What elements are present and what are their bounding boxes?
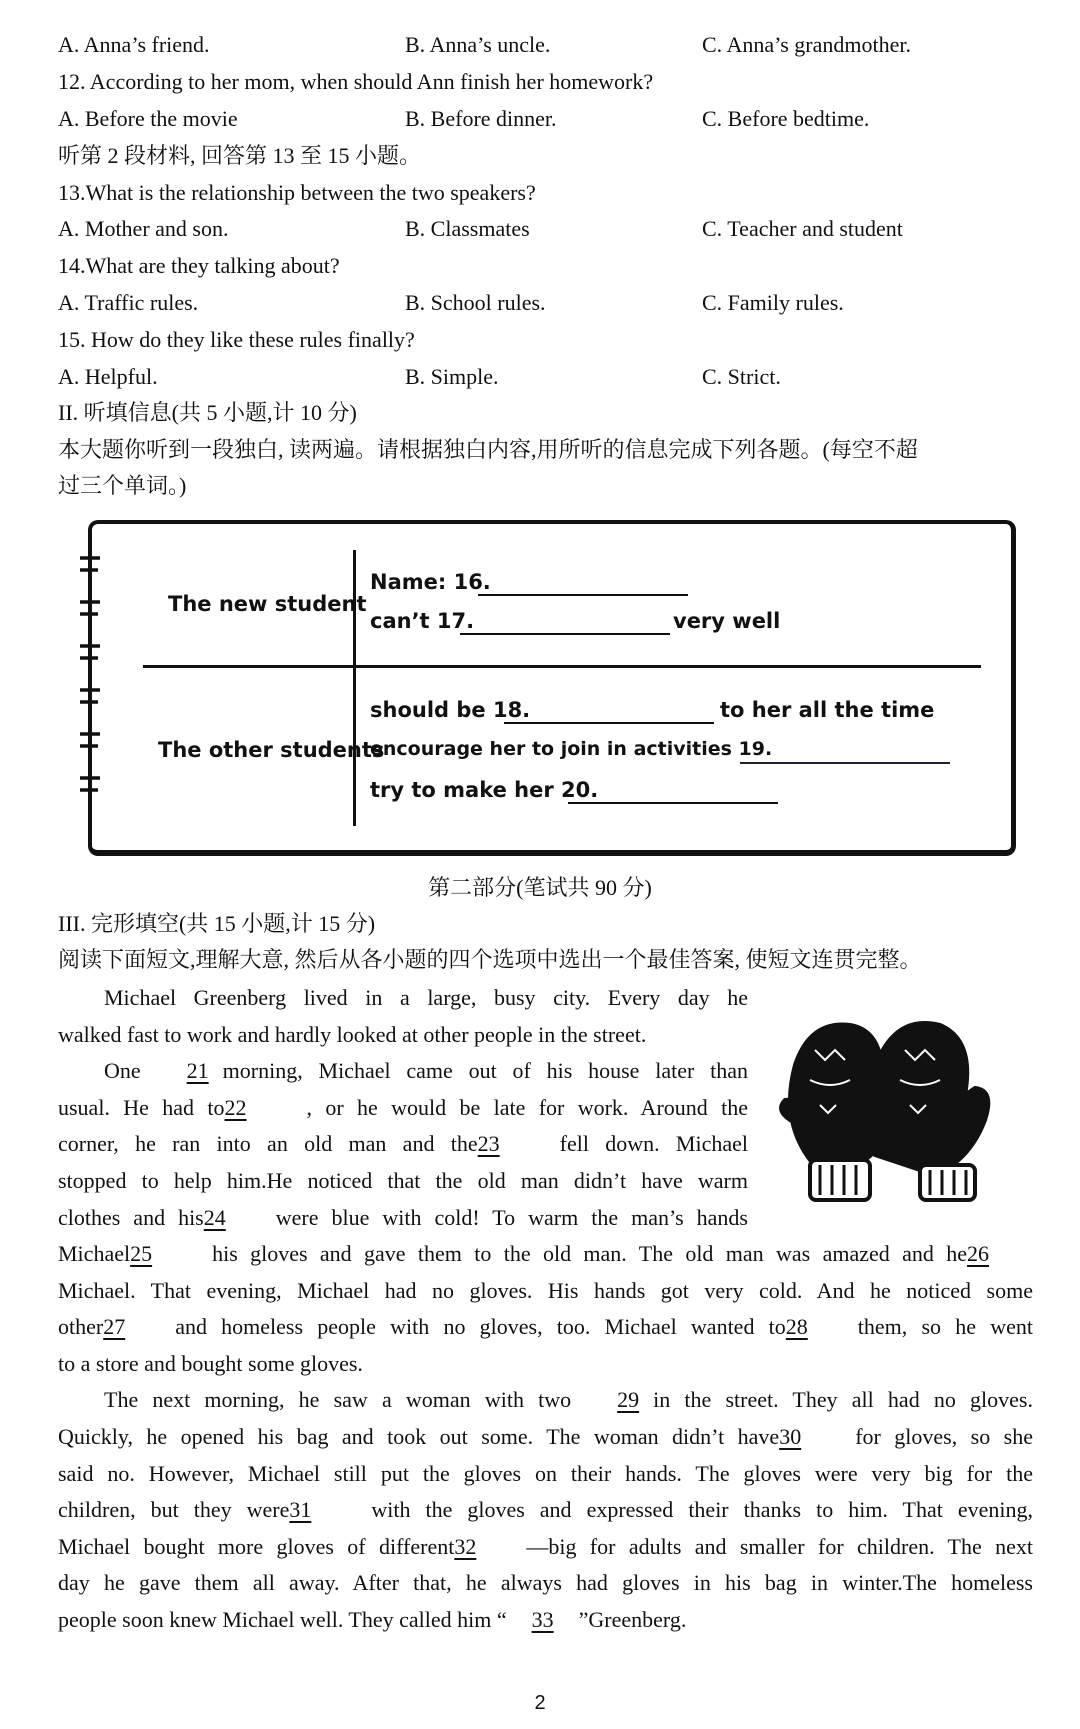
q14-option-b: B. School rules. [405, 290, 546, 315]
story-line: The next morning, he saw a woman with two 29 in the street. They all had no gloves. [58, 1382, 1033, 1419]
story-line: One 21 morning, Michael came out of his house later than [58, 1053, 748, 1090]
blank-16[interactable] [478, 594, 688, 596]
notebook-table [88, 520, 1013, 850]
spiral-binding-icon [74, 520, 114, 850]
story-line: to a store and bought some gloves. [58, 1350, 363, 1376]
part3-title: III. 完形填空(共 15 小题,计 15 分) [58, 911, 376, 936]
blank-31[interactable]: 31 [289, 1497, 312, 1523]
blank-25[interactable]: 25 [130, 1241, 153, 1266]
q12-option-b: B. Before dinner. [405, 106, 557, 131]
blank-19[interactable] [740, 762, 950, 764]
story-line: Michael Greenberg lived in a large, busy city. Every day he [104, 985, 748, 1010]
row-label-other-students: The other students [158, 738, 385, 762]
q14-option-a: A. Traffic rules. [58, 290, 199, 315]
story-line: walked fast to work and hardly looked at other people in the street. [58, 1021, 647, 1047]
blank-17[interactable] [460, 633, 670, 635]
name-label: Name: 16. [370, 570, 491, 594]
q12-option-a: A. Before the movie [58, 106, 238, 131]
story-line: Michael bought more gloves of different32 —big for adults and smaller for children. The next [58, 1529, 1033, 1566]
q12-question: 12. According to her mom, when should Ann finish her homework? [58, 69, 654, 94]
blank-23[interactable]: 23 [477, 1131, 500, 1157]
story-line: corner, he ran into an old man and the23 fell down. Michael [58, 1126, 748, 1163]
blank-29[interactable]: 29 [617, 1387, 640, 1413]
part3-instruction: 阅读下面短文,理解大意, 然后从各小题的四个选项中选出一个最佳答案, 使短文连贯完整。 [58, 947, 922, 972]
q11-option-a: A. Anna’s friend. [58, 32, 210, 57]
blank-27[interactable]: 27 [103, 1314, 126, 1340]
q13-option-a: A. Mother and son. [58, 216, 229, 241]
q13-option-c: C. Teacher and student [702, 216, 903, 241]
blank-32[interactable]: 32 [454, 1533, 477, 1559]
q15-option-b: B. Simple. [405, 364, 499, 389]
blank-24[interactable]: 24 [203, 1204, 226, 1230]
part2-instruction-line1: 本大题你听到一段独白, 读两遍。请根据独白内容,用所听的信息完成下列各题。(每空不超 [58, 437, 918, 462]
q13-question: 13.What is the relationship between the two speakers? [58, 180, 536, 205]
story-line: stopped to help him.He noticed that the old man didn’t have warm [58, 1167, 748, 1193]
story-line: people soon knew Michael well. They called him “ 33 ”Greenberg. [58, 1602, 1033, 1639]
story-line: clothes and his24 were blue with cold! To warm the man’s hands [58, 1200, 748, 1237]
gloves-illustration [770, 1010, 1005, 1210]
q11-option-c: C. Anna’s grandmother. [702, 32, 911, 57]
written-part-heading: 第二部分(笔试共 90 分) [428, 875, 652, 900]
blank-28[interactable]: 28 [785, 1314, 808, 1340]
story-paragraph-1 [58, 980, 748, 1236]
story-line: other27 and homeless people with no gloves, too. Michael wanted to28 them, so he went [58, 1309, 1033, 1346]
story-line: Michael. That evening, Michael had no gloves. His hands got very cold. And he noticed some [58, 1277, 1033, 1303]
blank-26[interactable]: 26 [967, 1241, 989, 1266]
table-horizontal-divider [143, 665, 981, 668]
q15-option-a: A. Helpful. [58, 364, 158, 389]
q15-question: 15. How do they like these rules finally? [58, 327, 415, 352]
story-line: Quickly, he opened his bag and took out some. The woman didn’t have30 for gloves, so she [58, 1419, 1033, 1456]
q14-option-c: C. Family rules. [702, 290, 844, 315]
story-line: usual. He had to22 , or he would be late for work. Around the [58, 1090, 748, 1127]
should-label: should be 18. [370, 698, 531, 722]
section-note: 听第 2 段材料, 回答第 13 至 15 小题。 [58, 143, 422, 168]
cant-label: can’t 17. [370, 609, 475, 633]
story-line: said no. However, Michael still put the gloves on their hands. The gloves were very big for the [58, 1460, 1033, 1486]
q15-option-c: C. Strict. [702, 364, 781, 389]
q13-option-b: B. Classmates [405, 216, 530, 241]
story-paragraph-2 [58, 1236, 1033, 1639]
story-line: children, but they were31 with the gloves and expressed their thanks to him. That evening, [58, 1492, 1033, 1529]
row-label-new-student: The new student [168, 592, 367, 616]
encourage-label: encourage her to join in activities 19. [370, 738, 773, 760]
blank-33[interactable]: 33 [531, 1606, 554, 1632]
story-line: Michael25 his gloves and gave them to the old man. The old man was amazed and he26 [58, 1236, 1033, 1273]
q11-option-b: B. Anna’s uncle. [405, 32, 551, 57]
blank-22[interactable]: 22 [224, 1094, 247, 1120]
part2-title: II. 听填信息(共 5 小题,计 10 分) [58, 400, 357, 425]
part2-instruction-line2: 过三个单词。) [58, 473, 187, 498]
story-line: day he gave them all away. After that, he always had gloves in his bag in winter.The homeless [58, 1570, 1033, 1596]
blank-20[interactable] [568, 802, 778, 804]
should-tail: to her all the time [720, 698, 935, 722]
blank-21[interactable]: 21 [186, 1058, 209, 1084]
notebook-frame [88, 520, 1016, 856]
gloves-icon [770, 1010, 1005, 1210]
cant-tail: very well [673, 609, 781, 633]
page-number: 2 [534, 1692, 546, 1714]
blank-18[interactable] [504, 722, 714, 724]
q12-option-c: C. Before bedtime. [702, 106, 870, 131]
q14-question: 14.What are they talking about? [58, 253, 340, 278]
blank-30[interactable]: 30 [779, 1423, 802, 1449]
try-label: try to make her 20. [370, 778, 599, 802]
